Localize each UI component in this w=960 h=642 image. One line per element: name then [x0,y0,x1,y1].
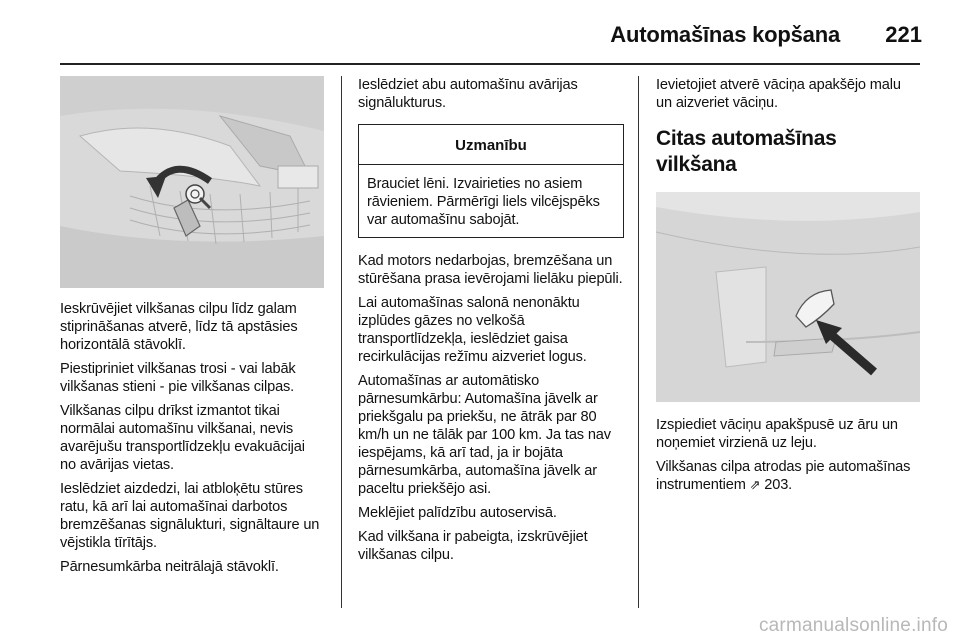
col2-paragraph-5: Kad vilkšana ir pabeigta, izskrūvējiet vilkšanas cilpu. [358,529,588,563]
col1-paragraph-4: Ieslēdziet aizdedzi, lai atbloķētu stūres ratu, kā arī lai automašīnai darbotos bremzēšanas signālukturi, signāltaure un vējstikla tīrītājs. [60,481,320,551]
col2-paragraph-1: Kad motors nedarbojas, bremzēšana un stūrēšana prasa ievērojami lielāku piepūli. [358,253,623,287]
column-3 [656,76,920,500]
figure-tow-eye-front-bumper [60,76,324,288]
col1-paragraph-2: Piestipriniet vilkšanas trosi - vai labāk vilkšanas stieni - pie vilkšanas cilpas. [60,361,296,395]
col2-paragraph-4: Meklējiet palīdzību autoservisā. [358,505,557,521]
col1-paragraph-5: Pārnesumkārba neitrālajā stāvoklī. [60,559,279,575]
col2-intro: Ieslēdziet abu automašīnu avārijas signālukturus. [358,77,578,111]
caution-notice [358,124,624,238]
column-divider-1 [341,76,342,608]
page-header-title: Automašīnas kopšana [610,22,840,47]
arrow-reference-icon[interactable]: ⇗ [749,477,761,492]
page-number: 221 [885,22,922,47]
caution-notice-title: Uzmanību [359,125,623,165]
rear-bumper-illustration [656,192,920,402]
watermark: carmanualsonline.info [758,615,948,636]
col1-paragraph-1: Ieskrūvējiet vilkšanas cilpu līdz galam stiprināšanas atverē, līdz tā apstāsies horizontālā stāvoklī. [60,301,298,353]
col3-paragraph-1: Izspiediet vāciņu apakšpusē uz āru un noņemiet virzienā uz leju. [656,417,898,451]
col2-paragraph-3: Automašīnas ar automātisko pārnesumkārbu: Automašīna jāvelk ar priekšgalu pa priekšu, ne ātrāk par 80 km/h un ne tālāk par 100 km. Ja tas nav iespējams, kā arī tad, ja ir bojāta pārnesumkārba, automašīna jāvelk ar paceltu priekšējo asi. [358,373,611,497]
figure-rear-tow-cover [656,192,920,402]
header-divider [60,63,920,65]
col1-paragraph-3: Vilkšanas cilpu drīkst izmantot tikai normālai automašīnu vilkšanai, nevis avarējušu transportlīdzekļu evakuācijai no avārijas vietas. [60,403,305,473]
col3-intro: Ievietojiet atverē vāciņa apakšējo malu un aizveriet vāciņu. [656,77,901,111]
col3-reference-text: Vilkšanas cilpa atrodas pie automašīnas instrumentiem [656,459,911,493]
col2-paragraph-2: Lai automašīnas salonā nenonāktu izplūdes gāzes no velkošā transportlīdzekļa, ieslēdziet gaisa recirkulācijas režīmu aizveriet logus. [358,295,587,365]
caution-notice-body: Brauciet lēni. Izvairieties no asiem rāvieniem. Pārmērīgi liels vilcējspēks var automašīnu sabojāt. [367,176,600,228]
front-bumper-illustration [60,76,324,288]
reference-page-link[interactable]: 203. [764,477,793,493]
column-2 [358,76,624,570]
column-divider-2 [638,76,639,608]
col3-reference [656,458,920,494]
column-1 [60,76,324,582]
section-heading: Citas automašīnas vilkšana [656,127,837,176]
